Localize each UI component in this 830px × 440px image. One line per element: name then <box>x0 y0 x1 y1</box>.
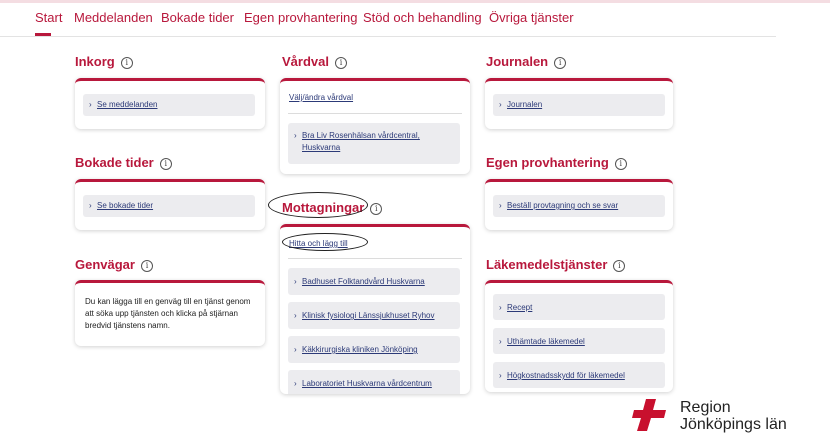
valj-andra-vardval-link[interactable]: Välj/ändra vårdval <box>289 93 354 102</box>
chevron-right-icon: › <box>294 277 297 286</box>
genvagar-title: Genvägar <box>75 257 135 272</box>
se-bokade-tider-link[interactable] <box>83 195 255 217</box>
inkorg-title: Inkorg <box>75 54 115 69</box>
chevron-right-icon: › <box>499 337 502 346</box>
recept-link[interactable] <box>493 294 665 320</box>
bokade-tider-card <box>75 179 265 230</box>
journalen-link[interactable] <box>493 94 665 116</box>
vardval-title: Vårdval <box>282 54 329 69</box>
journalen-label: Journalen <box>507 100 543 109</box>
chevron-right-icon: › <box>294 345 297 354</box>
info-icon[interactable]: i <box>613 260 625 272</box>
se-meddelanden-label: Se meddelanden <box>97 100 158 109</box>
info-icon[interactable]: i <box>121 57 133 69</box>
chevron-right-icon: › <box>294 379 297 388</box>
info-icon[interactable]: i <box>141 260 153 272</box>
bestall-provtagning-label: Beställ provtagning och se svar <box>507 201 619 210</box>
mottagning-label: Badhuset Folktandvård Huskvarna <box>302 277 425 286</box>
nav-meddelanden[interactable]: Meddelanden <box>74 10 153 25</box>
journalen-title: Journalen <box>486 54 549 69</box>
hitta-och-lagg-till-link[interactable]: Hitta och lägg till <box>289 239 348 248</box>
chevron-right-icon: › <box>499 303 502 312</box>
nav-active-indicator <box>35 33 51 36</box>
bokade-tider-title: Bokade tider <box>75 155 154 170</box>
logo-line-2: Jönköpings län <box>680 416 787 433</box>
chevron-right-icon: › <box>89 100 92 109</box>
chevron-right-icon: › <box>89 201 92 210</box>
info-icon[interactable]: i <box>615 158 627 170</box>
mottagning-item[interactable] <box>288 370 460 394</box>
logo-line-1: Region <box>680 399 731 416</box>
chevron-right-icon: › <box>499 201 502 210</box>
bokade-tider-heading <box>75 155 172 170</box>
info-icon[interactable]: i <box>554 57 566 69</box>
chevron-right-icon: › <box>294 311 297 320</box>
egen-provhantering-card <box>485 179 673 230</box>
inkorg-heading <box>75 54 133 69</box>
journalen-heading <box>486 54 566 69</box>
se-meddelanden-link[interactable] <box>83 94 255 116</box>
inkorg-card <box>75 78 265 129</box>
nav-stod-och-behandling[interactable]: Stöd och behandling <box>363 10 482 25</box>
annotation-oval <box>282 233 368 251</box>
vardcentral-label: Bra Liv Rosenhälsan vårdcentral, Huskvarna <box>302 131 420 152</box>
vardval-heading <box>282 54 347 69</box>
info-icon[interactable]: i <box>370 203 382 215</box>
mottagning-item[interactable] <box>288 302 460 329</box>
genvagar-heading <box>75 257 153 272</box>
nav-bokade-tider[interactable]: Bokade tider <box>161 10 234 25</box>
bestall-provtagning-link[interactable] <box>493 195 665 217</box>
region-logo <box>632 397 830 437</box>
recept-label: Recept <box>507 303 533 312</box>
mottagning-item[interactable] <box>288 336 460 363</box>
chevron-right-icon: › <box>294 131 297 140</box>
hogkostnadsskydd-label: Högkostnadsskydd för läkemedel <box>507 371 625 380</box>
divider <box>288 258 462 259</box>
annotation-oval <box>268 192 368 218</box>
vardcentral-item[interactable] <box>288 123 460 164</box>
mottagning-item[interactable] <box>288 268 460 295</box>
genvagar-description: Du kan lägga till en genväg till en tjänst genom att söka upp tjänsten och klicka på stjärnan bredvid tjänstens namn. <box>85 297 251 330</box>
mottagning-label: Laboratoriet Huskvarna vårdcentrum <box>302 379 432 388</box>
se-bokade-tider-label: Se bokade tider <box>97 201 154 210</box>
lakemedelstjanster-title: Läkemedelstjänster <box>486 257 608 272</box>
info-icon[interactable]: i <box>335 57 347 69</box>
nav-start[interactable]: Start <box>35 10 63 25</box>
region-logo-text <box>680 399 787 433</box>
mottagning-label: Käkkirurgiska kliniken Jönköping <box>302 345 418 354</box>
egen-provhantering-heading <box>486 155 627 170</box>
genvagar-card <box>75 280 265 346</box>
uthamtade-lakemedel-link[interactable] <box>493 328 665 354</box>
nav-ovriga-tjanster[interactable]: Övriga tjänster <box>489 10 574 25</box>
main-nav <box>0 0 776 37</box>
egen-provhantering-title: Egen provhantering <box>486 155 609 170</box>
chevron-right-icon: › <box>499 100 502 109</box>
divider <box>288 113 462 114</box>
lakemedelstjanster-heading <box>486 257 625 272</box>
mottagning-label: Klinisk fysiologi Länssjukhuset Ryhov <box>302 311 435 320</box>
region-cross-icon <box>632 397 676 433</box>
vardval-card <box>280 78 470 174</box>
uthamtade-lakemedel-label: Uthämtade läkemedel <box>507 337 585 346</box>
lakemedelstjanster-card <box>485 280 673 392</box>
nav-egen-provhantering[interactable]: Egen provhantering <box>244 10 358 25</box>
chevron-right-icon: › <box>499 371 502 380</box>
journalen-card <box>485 78 673 129</box>
hogkostnadsskydd-link[interactable] <box>493 362 665 388</box>
info-icon[interactable]: i <box>160 158 172 170</box>
mottagningar-title: Mottagningar <box>282 200 365 215</box>
